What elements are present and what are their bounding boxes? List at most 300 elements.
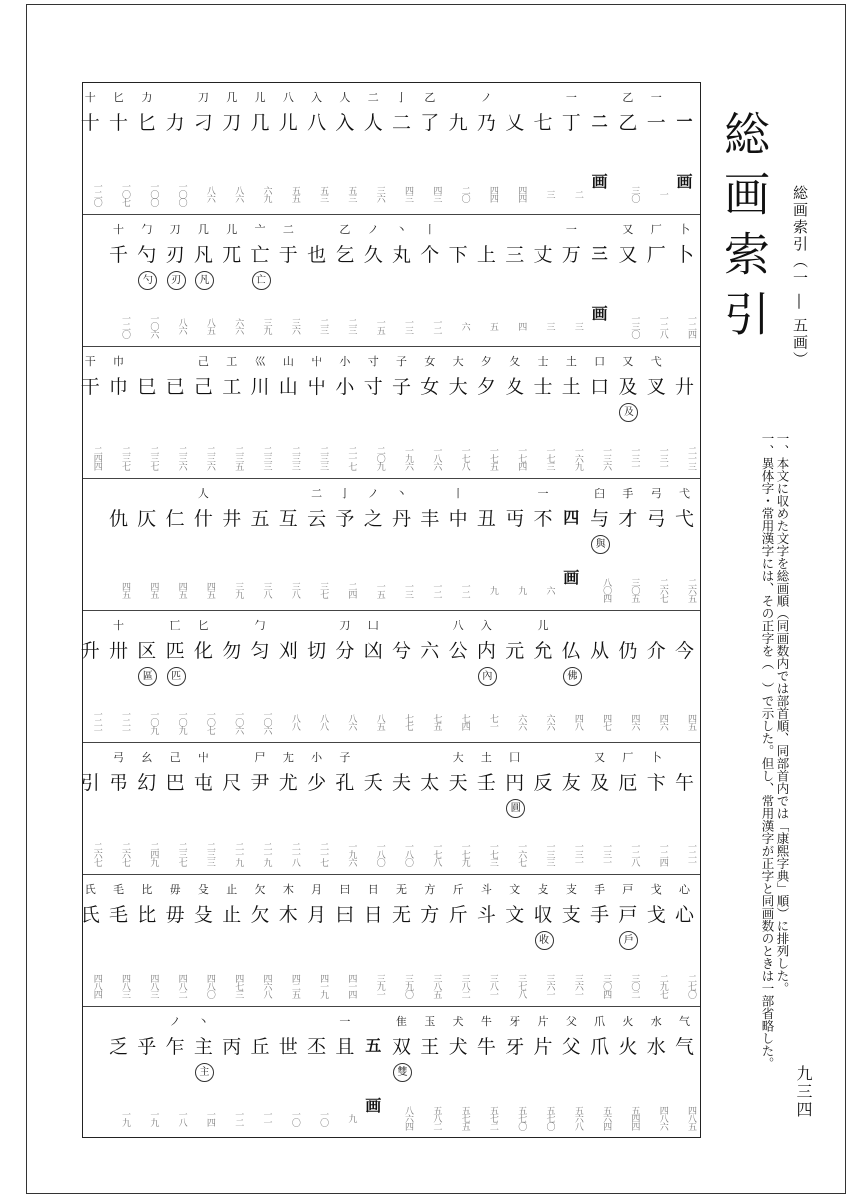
- index-entry[interactable]: [249, 611, 272, 742]
- kanji-character: 云: [307, 508, 327, 530]
- radical-label: 入: [480, 619, 492, 632]
- kanji-character: 三: [505, 244, 525, 266]
- variant-form: 刃: [167, 271, 186, 290]
- index-entry[interactable]: [164, 611, 187, 742]
- index-entry[interactable]: [418, 215, 441, 346]
- index-entry[interactable]: [616, 611, 639, 742]
- kanji-character: 叉: [646, 376, 666, 398]
- radical-label: 水: [650, 1015, 662, 1028]
- kanji-character: 女: [420, 376, 440, 398]
- index-entry[interactable]: [588, 743, 611, 874]
- index-entry[interactable]: [390, 479, 413, 610]
- page-reference: 一〇六: [261, 710, 272, 734]
- page-reference: 四五: [148, 582, 159, 598]
- index-entry[interactable]: [447, 347, 470, 478]
- index-entry[interactable]: [532, 347, 555, 478]
- radical-label: 欠: [254, 883, 266, 896]
- index-entry[interactable]: [532, 611, 555, 742]
- page-reference: 一二八: [629, 842, 640, 866]
- kanji-character: 火: [618, 1036, 638, 1058]
- index-entry[interactable]: [305, 479, 328, 610]
- page-reference: 一七三: [544, 446, 555, 470]
- index-entry[interactable]: [645, 611, 668, 742]
- index-entry[interactable]: [418, 479, 441, 610]
- index-entry[interactable]: [645, 347, 668, 478]
- radical-label: 手: [622, 487, 634, 500]
- index-entry[interactable]: [645, 215, 668, 346]
- page-reference: 二六五: [686, 578, 696, 602]
- index-entry[interactable]: [560, 1007, 583, 1138]
- index-entry[interactable]: [135, 347, 158, 478]
- index-entry[interactable]: [135, 1007, 158, 1138]
- index-entry[interactable]: [362, 611, 385, 742]
- index-row: [80, 743, 700, 875]
- index-entry[interactable]: [616, 479, 639, 610]
- index-entry[interactable]: [390, 347, 413, 478]
- page-reference: 一二四: [657, 842, 668, 866]
- kanji-character: 中: [448, 508, 468, 530]
- index-entry[interactable]: [503, 479, 526, 610]
- page-reference: 五六八: [572, 1106, 583, 1130]
- index-entry[interactable]: [532, 215, 555, 346]
- index-entry[interactable]: [305, 611, 328, 742]
- page-reference: 三: [544, 322, 555, 330]
- index-entry[interactable]: [673, 611, 696, 742]
- index-entry[interactable]: [220, 347, 243, 478]
- variant-form: 勺: [138, 271, 157, 290]
- radical-label: ノ: [169, 1015, 181, 1028]
- index-entry[interactable]: [560, 875, 583, 1006]
- radical-label: 一: [565, 223, 577, 236]
- radical-label: 斤: [452, 883, 464, 896]
- radical-label: 犬: [452, 1015, 464, 1028]
- index-entry[interactable]: [333, 875, 356, 1006]
- index-entry[interactable]: [532, 83, 555, 214]
- page-reference: 四六八: [261, 974, 272, 998]
- index-entry[interactable]: [220, 83, 243, 214]
- kanji-character: 夕: [476, 376, 496, 398]
- radical-label: 女: [424, 355, 436, 368]
- page-reference: 二一九: [233, 842, 244, 866]
- index-entry[interactable]: [107, 83, 130, 214]
- page-reference: 三九: [261, 318, 272, 334]
- index-entry[interactable]: [503, 743, 526, 874]
- index-entry[interactable]: [673, 215, 696, 346]
- radical-label: 屮: [311, 355, 323, 368]
- page-reference: 三八: [289, 582, 300, 598]
- index-entry[interactable]: [588, 611, 611, 742]
- page-reference: 七五: [431, 714, 442, 730]
- index-entry[interactable]: [277, 347, 300, 478]
- page-reference: 五四四: [629, 1106, 640, 1130]
- page-reference: 三: [572, 322, 583, 330]
- index-entry[interactable]: [107, 347, 130, 478]
- radical-label: 丶: [396, 223, 407, 236]
- index-entry[interactable]: [220, 479, 243, 610]
- index-entry[interactable]: [333, 611, 356, 742]
- page-reference: 二七〇: [686, 974, 696, 998]
- index-entry[interactable]: [249, 743, 272, 874]
- index-entry[interactable]: [418, 611, 441, 742]
- index-entry[interactable]: [79, 83, 102, 214]
- index-entry[interactable]: [390, 1007, 413, 1138]
- kanji-character: 寸: [363, 376, 383, 398]
- index-entry[interactable]: [362, 875, 385, 1006]
- radical-label: 二: [311, 487, 323, 500]
- index-row: [80, 875, 700, 1007]
- index-entry[interactable]: [362, 347, 385, 478]
- page-reference: 四八二: [176, 974, 187, 998]
- index-entry[interactable]: [305, 215, 328, 346]
- index-entry[interactable]: [390, 215, 413, 346]
- index-entry[interactable]: [673, 1007, 696, 1138]
- page-reference: 一三三: [544, 842, 555, 866]
- index-entry[interactable]: [192, 479, 215, 610]
- index-entry[interactable]: [333, 215, 356, 346]
- variant-form: 內: [478, 667, 497, 686]
- page-reference: 一三一: [657, 446, 668, 470]
- radical-label: 人: [339, 91, 351, 104]
- index-entry[interactable]: [447, 743, 470, 874]
- index-entry[interactable]: [192, 743, 215, 874]
- page-reference: 一九六: [346, 842, 357, 866]
- radical-label: 一: [339, 1015, 351, 1028]
- index-entry[interactable]: [362, 83, 385, 214]
- index-entry[interactable]: [107, 611, 130, 742]
- index-entry[interactable]: [475, 347, 498, 478]
- stroke-count-number: 三: [591, 244, 608, 263]
- page-reference: 四七: [601, 714, 612, 730]
- index-entry[interactable]: [616, 1007, 639, 1138]
- index-entry[interactable]: [333, 479, 356, 610]
- index-entry[interactable]: [164, 743, 187, 874]
- index-entry[interactable]: [475, 1007, 498, 1138]
- index-entry[interactable]: [475, 743, 498, 874]
- index-entry[interactable]: [164, 479, 187, 610]
- radical-label: 八: [452, 619, 464, 632]
- radical-label: 又: [594, 751, 606, 764]
- index-entry[interactable]: [192, 347, 215, 478]
- index-entry[interactable]: [220, 611, 243, 742]
- index-entry[interactable]: [249, 1007, 272, 1138]
- index-entry[interactable]: [390, 611, 413, 742]
- page-reference: 五七五: [459, 1106, 470, 1130]
- index-entry[interactable]: [616, 875, 639, 1006]
- index-entry[interactable]: [249, 479, 272, 610]
- page-reference: 二一八: [289, 842, 300, 866]
- index-entry[interactable]: [503, 1007, 526, 1138]
- index-entry[interactable]: [305, 743, 328, 874]
- page-reference: 九: [487, 586, 498, 594]
- index-entry[interactable]: [645, 875, 668, 1006]
- index-entry[interactable]: [390, 875, 413, 1006]
- index-entry[interactable]: [447, 479, 470, 610]
- index-entry[interactable]: [503, 611, 526, 742]
- index-entry[interactable]: [333, 1007, 356, 1138]
- index-entry[interactable]: [418, 1007, 441, 1138]
- kanji-character: 已: [165, 376, 185, 398]
- page-reference: 一七八: [459, 446, 470, 470]
- index-entry[interactable]: [220, 215, 243, 346]
- variant-form: 主: [195, 1063, 214, 1082]
- page-reference: 二四: [346, 582, 357, 598]
- index-entry[interactable]: [475, 875, 498, 1006]
- index-entry[interactable]: [588, 347, 611, 478]
- index-entry[interactable]: [532, 479, 555, 610]
- kanji-character: 方: [420, 904, 440, 926]
- page-reference: 一〇〇: [148, 182, 159, 206]
- index-row: [80, 83, 700, 215]
- index-entry[interactable]: [164, 83, 187, 214]
- kanji-character: 屯: [193, 772, 213, 794]
- index-entry[interactable]: [305, 83, 328, 214]
- index-entry[interactable]: [305, 347, 328, 478]
- radical-label: 卜: [679, 223, 690, 236]
- index-entry[interactable]: [532, 1007, 555, 1138]
- index-entry[interactable]: [447, 215, 470, 346]
- index-entry[interactable]: [616, 347, 639, 478]
- index-entry[interactable]: [135, 83, 158, 214]
- index-entry[interactable]: [220, 875, 243, 1006]
- index-entry[interactable]: [560, 83, 583, 214]
- index-entry[interactable]: [645, 479, 668, 610]
- page-reference: 一八六: [431, 446, 442, 470]
- index-entry[interactable]: [645, 1007, 668, 1138]
- index-entry[interactable]: [164, 215, 187, 346]
- page-reference: 三九〇: [403, 974, 413, 998]
- index-entry[interactable]: [418, 875, 441, 1006]
- kanji-character: 上: [476, 244, 496, 266]
- kanji-character: 爪: [590, 1036, 610, 1058]
- index-entry[interactable]: [588, 479, 611, 610]
- radical-label: 二: [367, 91, 379, 104]
- index-entry[interactable]: [277, 479, 300, 610]
- index-entry[interactable]: [588, 875, 611, 1006]
- page-reference: 四八三: [120, 974, 130, 998]
- index-entry[interactable]: [645, 743, 668, 874]
- index-entry[interactable]: [475, 479, 498, 610]
- radical-label: 止: [226, 883, 238, 896]
- index-entry[interactable]: [192, 215, 215, 346]
- radical-label: 夂: [509, 355, 521, 368]
- kanji-character: 刁: [193, 112, 213, 134]
- page-reference: 一九: [148, 1110, 159, 1126]
- page-reference: 八六: [346, 714, 357, 730]
- page-reference: 一二: [233, 1110, 244, 1126]
- kanji-character: 几: [250, 112, 270, 134]
- radical-label: 匸: [169, 619, 181, 632]
- index-entry[interactable]: [107, 215, 130, 346]
- index-entry[interactable]: [645, 83, 668, 214]
- page-reference: 一二一: [686, 842, 696, 866]
- radical-label: 小: [339, 355, 351, 368]
- index-row: [80, 347, 700, 479]
- index-entry[interactable]: [673, 479, 696, 610]
- radical-label: 丨: [452, 487, 464, 500]
- index-entry[interactable]: [305, 1007, 328, 1138]
- index-entry[interactable]: [135, 743, 158, 874]
- variant-form: 雙: [393, 1063, 412, 1082]
- radical-label: 口: [594, 355, 606, 368]
- page-reference: 一〇七: [204, 710, 215, 734]
- index-entry[interactable]: [673, 875, 696, 1006]
- index-entry[interactable]: [588, 1007, 611, 1138]
- kanji-character: 欠: [250, 904, 270, 926]
- index-entry[interactable]: [192, 1007, 215, 1138]
- variant-form: 戶: [619, 931, 638, 950]
- index-entry[interactable]: [107, 479, 130, 610]
- index-entry[interactable]: [447, 83, 470, 214]
- index-entry[interactable]: [418, 347, 441, 478]
- index-entry[interactable]: [220, 1007, 243, 1138]
- index-entry[interactable]: [135, 875, 158, 1006]
- index-entry[interactable]: [249, 347, 272, 478]
- index-entry[interactable]: [192, 83, 215, 214]
- kanji-character: 一: [646, 112, 666, 134]
- index-entry[interactable]: [673, 743, 696, 874]
- radical-label: 牙: [509, 1015, 521, 1028]
- index-entry[interactable]: [333, 83, 356, 214]
- page-reference: 一七八: [431, 842, 442, 866]
- index-entry[interactable]: [447, 875, 470, 1006]
- radical-label: 比: [141, 883, 153, 896]
- index-entry[interactable]: [277, 1007, 300, 1138]
- index-entry[interactable]: [164, 1007, 187, 1138]
- page-reference: 三九: [233, 582, 244, 598]
- page-reference: 五: [487, 322, 498, 330]
- index-entry[interactable]: [79, 875, 102, 1006]
- radical-label: 亅: [396, 91, 407, 104]
- index-entry[interactable]: [305, 875, 328, 1006]
- kanji-character: 兀: [222, 244, 242, 266]
- index-entry[interactable]: [249, 215, 272, 346]
- page-reference: 二六七: [120, 842, 130, 866]
- index-entry[interactable]: [390, 83, 413, 214]
- page-reference: 一五: [374, 582, 385, 598]
- index-entry[interactable]: [79, 347, 102, 478]
- index-entry[interactable]: [532, 875, 555, 1006]
- index-entry[interactable]: [616, 83, 639, 214]
- kanji-character: 尤: [278, 772, 298, 794]
- index-entry[interactable]: [475, 83, 498, 214]
- kanji-character: 屮: [307, 376, 327, 398]
- kanji-character: 世: [278, 1036, 298, 1058]
- index-entry[interactable]: [135, 611, 158, 742]
- radical-label: 厂: [622, 751, 634, 764]
- index-entry[interactable]: [192, 875, 215, 1006]
- index-entry[interactable]: [249, 83, 272, 214]
- index-entry[interactable]: [447, 611, 470, 742]
- index-entry[interactable]: [503, 83, 526, 214]
- index-entry[interactable]: [503, 347, 526, 478]
- kanji-character: 少: [307, 772, 327, 794]
- index-entry[interactable]: [277, 83, 300, 214]
- index-entry[interactable]: [164, 875, 187, 1006]
- index-entry[interactable]: [192, 611, 215, 742]
- index-entry[interactable]: [418, 83, 441, 214]
- kanji-character: 个: [420, 244, 440, 266]
- index-entry[interactable]: [135, 215, 158, 346]
- index-entry[interactable]: [362, 479, 385, 610]
- radical-label: 戸: [622, 883, 634, 896]
- index-entry[interactable]: [362, 215, 385, 346]
- index-entry[interactable]: [277, 215, 300, 346]
- page-reference: 三八: [261, 582, 272, 598]
- radical-label: 八: [282, 91, 294, 104]
- page-reference: 一七五: [487, 446, 498, 470]
- index-entry[interactable]: [390, 743, 413, 874]
- index-entry[interactable]: [107, 875, 130, 1006]
- index-entry[interactable]: [135, 479, 158, 610]
- index-entry[interactable]: [503, 215, 526, 346]
- index-entry[interactable]: [616, 215, 639, 346]
- index-entry[interactable]: [532, 743, 555, 874]
- index-entry[interactable]: [333, 347, 356, 478]
- index-entry[interactable]: [164, 347, 187, 478]
- page-reference: 三: [544, 190, 555, 198]
- note-1: 一、本文に収めた文字を総画順（同画数内では部首順、同部首内では「康熙字典」順）に排列した。: [775, 432, 790, 995]
- index-entry[interactable]: [277, 875, 300, 1006]
- index-entry[interactable]: [560, 347, 583, 478]
- page-reference: 四一九: [318, 974, 329, 998]
- kanji-character: 今: [674, 640, 694, 662]
- index-entry[interactable]: [447, 1007, 470, 1138]
- page-reference: 六九: [261, 186, 272, 202]
- kanji-character: 巾: [108, 376, 128, 398]
- radical-label: 火: [622, 1015, 634, 1028]
- page-reference: 二三: [318, 318, 329, 334]
- index-entry[interactable]: [418, 743, 441, 874]
- index-entry[interactable]: [560, 215, 583, 346]
- page-reference: 二〇九: [374, 446, 385, 470]
- page-reference: 四二五: [289, 974, 300, 998]
- index-entry[interactable]: [107, 743, 130, 874]
- index-entry[interactable]: [107, 1007, 130, 1138]
- index-entry[interactable]: [333, 743, 356, 874]
- index-entry[interactable]: [560, 611, 583, 742]
- kanji-character: 犬: [448, 1036, 468, 1058]
- index-entry[interactable]: [220, 743, 243, 874]
- kanji-character: 丹: [391, 508, 411, 530]
- kanji-character: 也: [307, 244, 327, 266]
- index-entry[interactable]: [616, 743, 639, 874]
- page-reference: 三六一: [544, 974, 555, 998]
- index-entry[interactable]: [673, 347, 696, 478]
- kanji-character: 反: [533, 772, 553, 794]
- index-entry[interactable]: [277, 743, 300, 874]
- kanji-character: 允: [533, 640, 553, 662]
- kanji-character: 手: [590, 904, 610, 926]
- index-entry[interactable]: [560, 743, 583, 874]
- radical-label: 氏: [84, 883, 96, 896]
- index-entry[interactable]: [79, 611, 102, 742]
- index-entry[interactable]: [79, 743, 102, 874]
- radical-label: 干: [84, 355, 96, 368]
- page-reference: 四三: [431, 186, 442, 202]
- radical-label: 几: [197, 223, 209, 236]
- index-entry[interactable]: [475, 215, 498, 346]
- index-entry[interactable]: [475, 611, 498, 742]
- index-entry[interactable]: [277, 611, 300, 742]
- page-reference: 一三一: [601, 842, 612, 866]
- index-entry[interactable]: [503, 875, 526, 1006]
- kanji-character: 二: [391, 112, 411, 134]
- page-title: 総画索引: [717, 110, 771, 350]
- index-entry[interactable]: [362, 743, 385, 874]
- kanji-character: 无: [391, 904, 411, 926]
- index-entry[interactable]: [249, 875, 272, 1006]
- page-reference: 五八二: [431, 1106, 442, 1130]
